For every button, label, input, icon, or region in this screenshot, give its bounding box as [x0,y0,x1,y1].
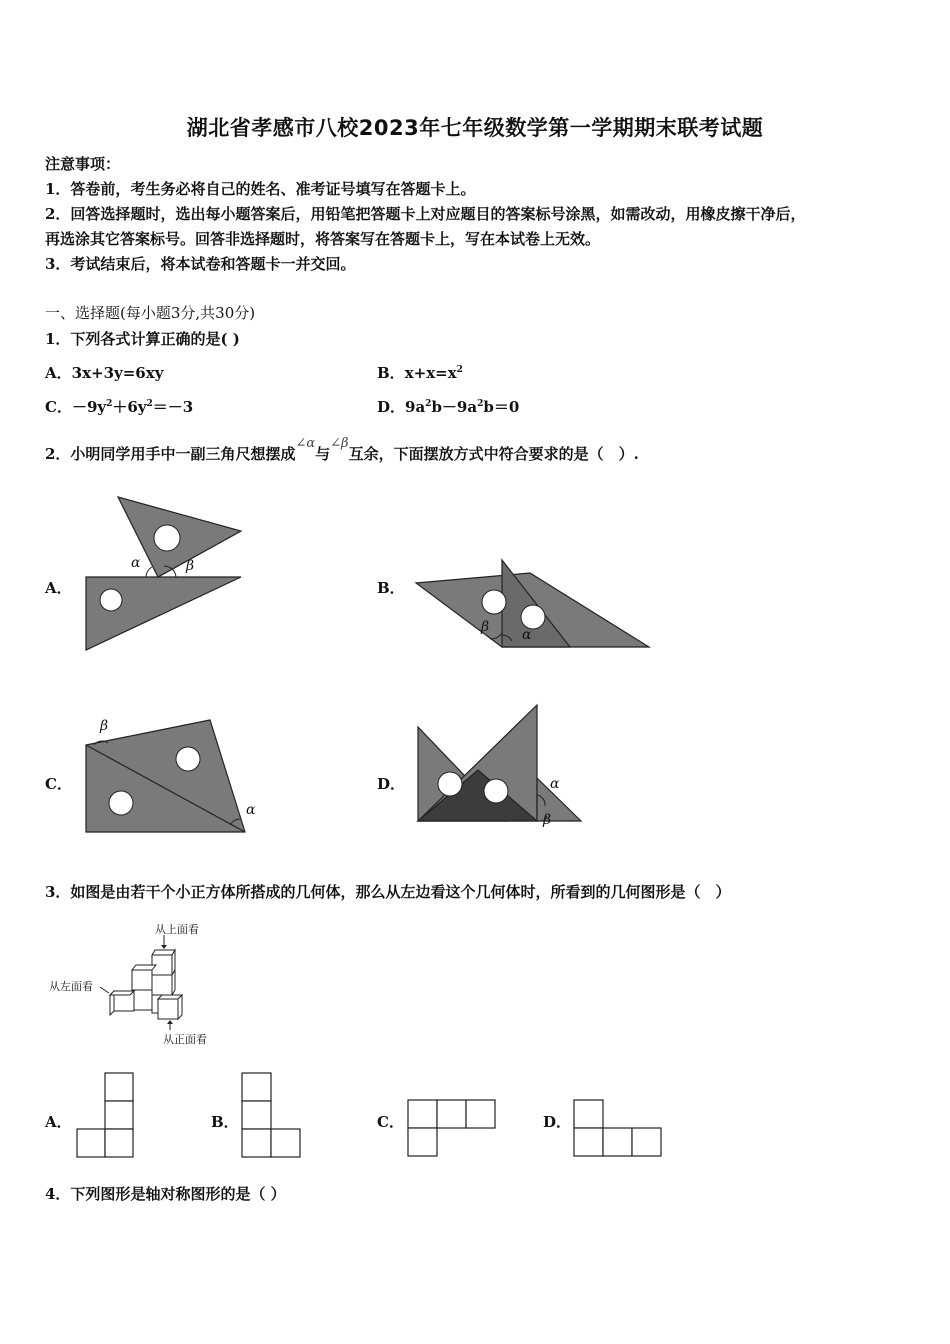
q2-figure-a [80,490,250,655]
angle-alpha: ∠α [295,436,316,451]
q3-label-c: C． [377,1113,404,1131]
notice-item-3: 3．考试结束后，将本试卷和答题卡一并交回。 [45,255,356,273]
q3-option-c-figure [407,1099,499,1159]
square [105,1129,133,1157]
q2-stem: 2．小明同学用手中一副三角尺想摆成∠α与∠β互余，下面摆放方式中符合要求的是（ ）. [45,436,639,463]
hole [438,772,462,796]
q2-label-a: A． [45,579,72,597]
square [632,1128,661,1156]
hole [176,747,200,771]
square [466,1100,495,1128]
notice-item-2: 2．回答选择题时，选出每小题答案后，用铅笔把答题卡上对应题目的答案标号涂黑，如需改动，用橡皮擦干净后， [45,205,806,223]
beta-label-b: β [481,619,490,635]
q2-figure-b [410,555,660,655]
view-top-label: 从上面看 [155,923,199,936]
q1-option-c: C．$-9y^2+6y^2=-3$ [45,398,194,416]
square [603,1128,632,1156]
alpha-label-d: α [550,776,560,792]
view-front-label: 从正面看 [163,1033,207,1046]
set-square-large [86,720,245,832]
hole [154,525,180,551]
q2-label-d: D． [377,775,406,793]
cube [132,965,156,970]
square [574,1128,603,1156]
q3-option-a-figure [76,1072,136,1160]
q3-option-b-figure [241,1072,303,1160]
q4-stem: 4．下列图形是轴对称图形的是（ ） [45,1185,286,1203]
square [408,1100,437,1128]
notice-heading: 注意事项： [45,155,121,173]
cube [178,995,182,1019]
angle-beta: ∠β [330,436,349,451]
square [242,1073,271,1101]
square [105,1101,133,1129]
set-square-bottom [86,577,241,650]
alpha-label-a: α [131,555,141,571]
q2-label-b: B． [377,579,405,597]
notice-item-2-cont: 再选涂其它答案标号。回答非选择题时，将答案写在答题卡上，写在本试卷上无效。 [45,230,601,248]
q1-option-d: D．$9a^2b-9a^2b=0$ [377,398,520,416]
cube [110,991,134,995]
square [437,1100,466,1128]
q3-label-a: A． [45,1113,72,1131]
section-heading: 一、选择题(每小题3分,共30分) [45,304,256,322]
beta-label-d: β [543,812,552,828]
q3-option-d-figure [573,1099,665,1159]
arrow-head [167,1020,173,1024]
q3-cube-figure [100,935,200,1030]
angle-arc-alpha [146,567,152,577]
hole [109,791,133,815]
alpha-label-c: α [246,802,256,818]
alpha-label-b: α [522,627,532,643]
cube [152,950,175,955]
hole [521,605,545,629]
q3-label-d: D． [543,1113,572,1131]
square [242,1101,271,1129]
square [271,1129,300,1157]
q2-label-c: C． [45,775,72,793]
cube [172,970,175,995]
square [77,1129,105,1157]
view-left-label: 从左面看 [49,980,93,993]
cube [152,975,172,995]
arrow-head [161,945,167,949]
q2-figure-d [410,700,590,830]
hole [100,589,122,611]
q1-option-a: A．3x+3y=6xy [45,364,164,382]
square [242,1129,271,1157]
view-arrow-left [100,987,109,993]
q1-option-b: B．$x+x=x^2$ [377,364,463,382]
cube [132,990,152,1010]
cube [158,999,178,1019]
q3-label-b: B． [211,1113,239,1131]
square [408,1128,437,1156]
square [105,1073,133,1101]
q1-stem: 1．下列各式计算正确的是( ) [45,330,240,348]
beta-label-a: β [186,558,195,574]
hole [484,779,508,803]
cube-stack [110,950,182,1019]
page-title: 湖北省孝感市八校2023年七年级数学第一学期期末联考试题 [186,116,764,140]
q3-stem: 3．如图是由若干个小正方体所搭成的几何体，那么从左边看这个几何体时，所看到的几何图形是（ ） [45,883,731,901]
square [574,1100,603,1128]
notice-item-1: 1．答卷前，考生务必将自己的姓名、准考证号填写在答题卡上。 [45,180,476,198]
cube [132,970,152,990]
hole [482,590,506,614]
beta-label-c: β [100,718,109,734]
